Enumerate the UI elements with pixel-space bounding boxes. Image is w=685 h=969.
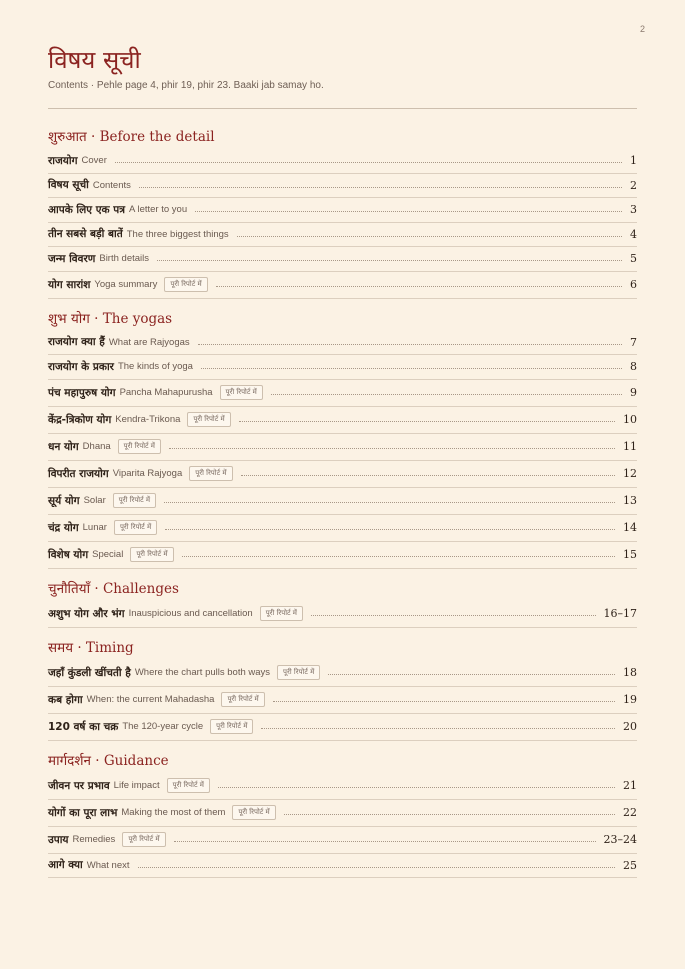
toc-entry[interactable] — [48, 407, 637, 434]
full-report-badge: पूरी रिपोर्ट में — [130, 547, 173, 562]
page-title: विषय सूची — [48, 46, 141, 74]
entry-title-english: The 120-year cycle — [122, 721, 204, 732]
entry-title-english: Special — [92, 549, 124, 560]
entry-title-hindi: अशुभ योग और भंग — [48, 607, 125, 620]
full-report-badge: पूरी रिपोर्ट में — [122, 832, 165, 847]
toc-section — [48, 749, 637, 879]
dot-leader — [241, 475, 615, 476]
toc-entry[interactable] — [48, 714, 637, 741]
full-report-badge: पूरी रिपोर्ट में — [118, 439, 161, 454]
entry-title-english: Inauspicious and cancellation — [128, 608, 253, 619]
dot-leader — [218, 787, 615, 788]
entry-title-english: Where the chart pulls both ways — [134, 667, 271, 678]
entry-title-english: Kendra-Trikona — [115, 414, 181, 425]
entry-title-english: A letter to you — [129, 204, 188, 216]
entry-title-english: Making the most of them — [121, 807, 226, 818]
entry-title-english: Lunar — [82, 522, 107, 533]
entry-title-hindi: केंद्र-त्रिकोण योग — [48, 413, 112, 426]
section-heading: चुनौतियाँ · Challenges — [48, 580, 179, 597]
entry-title-hindi: धन योग — [48, 440, 79, 453]
dot-leader — [115, 162, 622, 163]
full-report-badge: पूरी रिपोर्ट में — [220, 385, 263, 400]
entry-title-english: Remedies — [72, 834, 116, 845]
toc-entry[interactable] — [48, 380, 637, 407]
dot-leader — [273, 701, 615, 702]
dot-leader — [157, 260, 622, 261]
toc-entry[interactable] — [48, 542, 637, 569]
entry-title-hindi: राजयोग क्या हैं — [48, 336, 105, 349]
toc-entry[interactable] — [48, 854, 637, 879]
toc-section — [48, 307, 637, 569]
entry-title-english: Viparita Rajyoga — [112, 468, 183, 479]
entry-title-hindi: उपाय — [48, 833, 69, 846]
entry-title-hindi: तीन सबसे बड़ी बातें — [48, 228, 123, 241]
entry-title-english: The kinds of yoga — [117, 361, 193, 373]
entry-page-number: 13 — [623, 494, 637, 507]
entry-title-hindi: आगे क्या — [48, 859, 83, 872]
dot-leader — [201, 368, 622, 369]
table-of-contents — [48, 125, 637, 886]
entry-title-english: Pancha Mahapurusha — [119, 387, 213, 398]
entry-title-hindi: जीवन पर प्रभाव — [48, 779, 110, 792]
section-heading: मार्गदर्शन · Guidance — [48, 752, 169, 769]
entry-page-number: 9 — [630, 386, 637, 399]
full-report-badge: पूरी रिपोर्ट में — [114, 520, 157, 535]
full-report-badge: पूरी रिपोर्ट में — [167, 778, 210, 793]
full-report-badge: पूरी रिपोर्ट में — [189, 466, 232, 481]
toc-entry[interactable] — [48, 272, 637, 299]
dot-leader — [165, 529, 615, 530]
full-report-badge: पूरी रिपोर्ट में — [210, 719, 253, 734]
entry-title-english: When: the current Mahadasha — [86, 694, 215, 705]
dot-leader — [182, 556, 615, 557]
dot-leader — [198, 344, 622, 345]
entry-title-hindi: जहाँ कुंडली खींचती है — [48, 666, 131, 679]
section-heading: शुरुआत · Before the detail — [48, 129, 215, 145]
toc-entry[interactable] — [48, 773, 637, 800]
full-report-badge: पूरी रिपोर्ट में — [260, 606, 303, 621]
entry-page-number: 12 — [623, 467, 637, 480]
toc-entry[interactable] — [48, 687, 637, 714]
entry-page-number: 16–17 — [603, 607, 637, 620]
toc-entry[interactable] — [48, 660, 637, 687]
entry-title-hindi: चंद्र योग — [48, 521, 79, 534]
toc-entry[interactable] — [48, 434, 637, 461]
entry-page-number: 4 — [630, 227, 637, 241]
entry-title-english: Solar — [83, 495, 106, 506]
dot-leader — [284, 814, 615, 815]
toc-entry[interactable] — [48, 149, 637, 174]
toc-entry[interactable] — [48, 461, 637, 488]
dot-leader — [271, 394, 622, 395]
dot-leader — [164, 502, 615, 503]
toc-entry[interactable] — [48, 331, 637, 356]
section-heading: समय · Timing — [48, 639, 134, 656]
entry-page-number: 21 — [623, 779, 637, 792]
toc-entry[interactable] — [48, 355, 637, 380]
full-report-badge: पूरी रिपोर्ट में — [187, 412, 230, 427]
toc-entry[interactable] — [48, 827, 637, 854]
entry-title-english: What next — [86, 859, 130, 871]
entry-page-number: 22 — [623, 806, 637, 819]
dot-leader — [169, 448, 615, 449]
entry-title-hindi: विशेष योग — [48, 548, 89, 561]
entry-page-number: 18 — [623, 666, 637, 679]
entry-page-number: 15 — [623, 548, 637, 561]
entry-page-number: 20 — [623, 720, 637, 733]
entry-page-number: 2 — [630, 178, 637, 192]
toc-entry[interactable] — [48, 174, 637, 199]
entry-page-number: 19 — [623, 693, 637, 706]
entry-title-hindi: राजयोग के प्रकार — [48, 360, 114, 373]
toc-entry[interactable] — [48, 515, 637, 542]
toc-section — [48, 577, 637, 628]
entry-title-hindi: योग सारांश — [48, 278, 91, 291]
entry-title-hindi: सूर्य योग — [48, 494, 80, 507]
entry-title-hindi: विपरीत राजयोग — [48, 467, 109, 480]
entry-title-english: Life impact — [113, 780, 160, 791]
dot-leader — [139, 187, 622, 188]
entry-page-number: 14 — [623, 521, 637, 534]
full-report-badge: पूरी रिपोर्ट में — [221, 692, 264, 707]
dot-leader — [261, 728, 615, 729]
entry-title-english: Birth details — [99, 253, 149, 265]
page-header — [48, 44, 637, 91]
page-subtitle: Contents · Pehle page 4, phir 19, phir 23. Baaki jab samay ho. — [48, 80, 324, 91]
toc-entry[interactable] — [48, 223, 637, 248]
entry-title-english: Contents — [92, 179, 131, 191]
entry-title-hindi: 120 वर्ष का चक्र — [48, 720, 119, 733]
entry-page-number: 7 — [630, 335, 637, 349]
toc-entry[interactable] — [48, 800, 637, 827]
entry-page-number: 25 — [623, 858, 637, 872]
entry-page-number: 11 — [623, 440, 637, 453]
entry-page-number: 1 — [630, 154, 637, 168]
header-divider — [48, 108, 637, 109]
toc-entry[interactable] — [48, 488, 637, 515]
entry-page-number: 5 — [630, 252, 637, 266]
toc-entry[interactable] — [48, 601, 637, 628]
entry-title-hindi: जन्म विवरण — [48, 252, 96, 265]
full-report-badge: पूरी रिपोर्ट में — [277, 665, 320, 680]
entry-title-english: Yoga summary — [94, 279, 158, 290]
entry-title-hindi: आपके लिए एक पत्र — [48, 203, 126, 216]
entry-page-number: 6 — [630, 278, 637, 291]
section-heading: शुभ योग · The yogas — [48, 310, 173, 327]
entry-page-number: 3 — [630, 203, 637, 217]
entry-title-hindi: पंच महापुरुष योग — [48, 386, 116, 399]
entry-title-english: What are Rajyogas — [108, 336, 190, 348]
entry-title-english: The three biggest things — [126, 228, 229, 240]
dot-leader — [174, 841, 596, 842]
dot-leader — [195, 211, 622, 212]
toc-entry[interactable] — [48, 198, 637, 223]
toc-section — [48, 636, 637, 741]
entry-title-english: Dhana — [82, 441, 111, 452]
dot-leader — [216, 286, 622, 287]
entry-page-number: 23–24 — [603, 833, 637, 846]
dot-leader — [239, 421, 615, 422]
toc-entry[interactable] — [48, 247, 637, 272]
dot-leader — [138, 867, 615, 868]
entry-title-hindi: विषय सूची — [48, 179, 89, 192]
entry-page-number: 8 — [630, 360, 637, 374]
entry-title-english: Cover — [81, 155, 107, 167]
entry-title-hindi: कब होगा — [48, 693, 83, 706]
page-number: 2 — [640, 24, 646, 34]
toc-section — [48, 125, 637, 299]
dot-leader — [328, 674, 615, 675]
entry-title-hindi: राजयोग — [48, 154, 78, 167]
dot-leader — [237, 236, 622, 237]
full-report-badge: पूरी रिपोर्ट में — [232, 805, 275, 820]
full-report-badge: पूरी रिपोर्ट में — [113, 493, 156, 508]
dot-leader — [311, 615, 596, 616]
full-report-badge: पूरी रिपोर्ट में — [164, 277, 207, 292]
entry-title-hindi: योगों का पूरा लाभ — [48, 806, 118, 819]
entry-page-number: 10 — [623, 413, 637, 426]
